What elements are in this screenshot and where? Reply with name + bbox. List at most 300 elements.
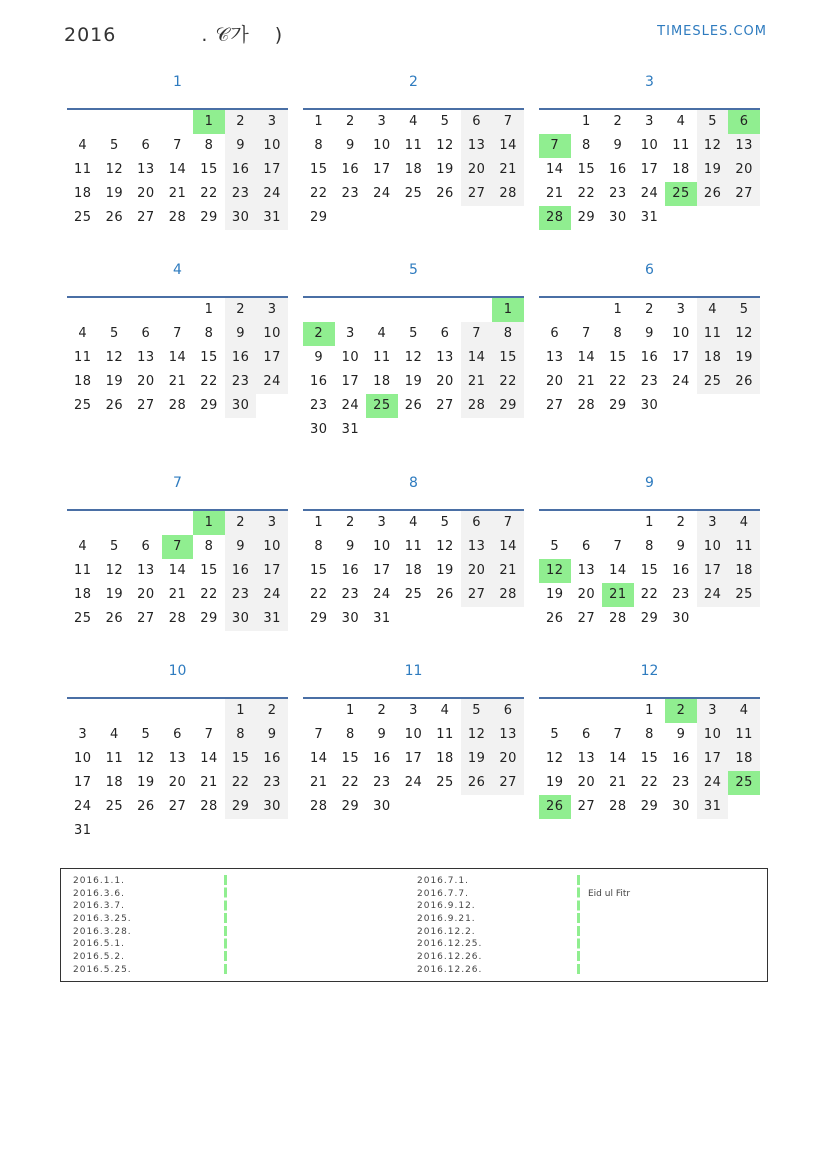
empty-cell (461, 607, 493, 631)
empty-cell (461, 298, 493, 322)
day-cell: 21 (310, 775, 328, 790)
day-cell: 28 (609, 611, 627, 626)
day-cell: 12 (404, 350, 423, 365)
day-cell: 29 (310, 611, 328, 626)
day-cell: 30 (672, 611, 690, 626)
day-cell: 11 (105, 751, 124, 766)
week-row (539, 559, 760, 583)
day-cell: 10 (697, 723, 729, 747)
week-row (67, 322, 288, 346)
day-cell: 8 (581, 138, 591, 153)
day-cell: 16 (672, 563, 690, 578)
day-cell: 12 (546, 751, 564, 766)
week-row (67, 346, 288, 370)
legend-entry: 2016.12.2. (417, 926, 476, 937)
day-cell: 31 (341, 422, 360, 437)
week-row (303, 723, 524, 747)
day-cell: 19 (404, 374, 423, 389)
day-cell: 13 (436, 350, 454, 365)
legend-entry: 2016.5.25. (73, 964, 132, 975)
day-cell: 3 (697, 511, 729, 535)
day-cell: 1 (314, 114, 324, 129)
day-cell: 14 (200, 751, 218, 766)
legend-entry (588, 926, 630, 939)
empty-cell (728, 394, 760, 418)
week-row (539, 110, 760, 134)
day-cell: 19 (697, 158, 729, 182)
empty-cell (398, 298, 430, 322)
day-cell: 1 (613, 302, 623, 317)
day-cell: 22 (640, 587, 659, 602)
day-cell: 4 (78, 326, 88, 341)
day-cell: 1 (193, 511, 225, 535)
week-row (303, 559, 524, 583)
day-cell: 10 (256, 535, 288, 559)
day-cell: 25 (728, 771, 760, 795)
day-cell: 7 (461, 322, 493, 346)
day-cell: 15 (341, 751, 360, 766)
empty-cell (99, 699, 131, 723)
day-cell: 5 (550, 539, 560, 554)
day-cell: 23 (225, 182, 257, 206)
day-cell: 26 (697, 182, 729, 206)
day-cell: 29 (200, 210, 218, 225)
day-cell: 12 (461, 723, 493, 747)
day-cell: 18 (404, 563, 423, 578)
week-row (67, 394, 288, 418)
day-cell: 2 (225, 298, 257, 322)
day-cell: 9 (225, 322, 257, 346)
day-cell: 18 (436, 751, 454, 766)
day-cell: 18 (105, 775, 124, 790)
brand-link[interactable]: TIMESLES.COM (657, 24, 767, 39)
day-cell: 13 (728, 134, 760, 158)
day-cell: 22 (310, 587, 328, 602)
empty-cell (539, 298, 571, 322)
week-row (539, 394, 760, 418)
day-cell: 13 (461, 134, 493, 158)
day-cell: 15 (640, 751, 659, 766)
day-cell: 20 (546, 374, 564, 389)
legend-entry: 2016.9.12. (417, 901, 476, 912)
day-cell: 9 (345, 138, 355, 153)
day-cell: 1 (645, 515, 654, 530)
day-cell: 4 (676, 114, 686, 129)
day-cell: 19 (436, 563, 454, 578)
empty-cell (366, 418, 398, 442)
day-cell: 30 (672, 799, 690, 814)
day-cell: 19 (137, 775, 155, 790)
day-cell: 31 (373, 611, 391, 626)
day-cell: 29 (341, 799, 360, 814)
day-cell: 14 (546, 162, 564, 177)
day-cell: 13 (137, 563, 155, 578)
day-cell: 6 (728, 110, 760, 134)
empty-cell (225, 819, 257, 843)
day-cell: 16 (341, 563, 360, 578)
day-cell: 3 (345, 326, 355, 341)
day-cell: 25 (366, 394, 398, 418)
day-cell: 29 (640, 799, 659, 814)
day-cell: 8 (204, 539, 214, 554)
day-cell: 7 (204, 727, 214, 742)
day-cell: 10 (640, 138, 659, 153)
day-cell: 13 (492, 723, 524, 747)
empty-cell (162, 511, 194, 535)
day-cell: 30 (256, 795, 288, 819)
title-subtitle: . 𝒞가 (201, 24, 250, 46)
day-cell: 8 (613, 326, 623, 341)
empty-cell (461, 206, 493, 230)
day-cell: 23 (341, 186, 360, 201)
month-grid (67, 509, 288, 631)
empty-cell (398, 418, 430, 442)
day-cell: 21 (492, 559, 524, 583)
month-grid (303, 509, 524, 631)
empty-cell (429, 298, 461, 322)
day-cell: 25 (436, 775, 454, 790)
day-cell: 7 (492, 110, 524, 134)
legend-entry: 2016.3.6. (73, 888, 125, 899)
week-row (539, 370, 760, 394)
day-cell: 25 (728, 583, 760, 607)
day-cell: 26 (461, 771, 493, 795)
day-cell: 15 (609, 350, 627, 365)
day-cell: 22 (200, 374, 218, 389)
legend-entry: 2016.9.21. (417, 914, 476, 925)
empty-cell (130, 511, 162, 535)
day-cell: 18 (74, 186, 92, 201)
day-cell: 10 (256, 322, 288, 346)
day-cell: 18 (728, 559, 760, 583)
day-cell: 10 (373, 539, 391, 554)
month-name: 7 (173, 475, 182, 491)
day-cell: 20 (137, 374, 155, 389)
day-cell: 22 (577, 186, 596, 201)
week-row (303, 322, 524, 346)
day-cell: 20 (492, 747, 524, 771)
day-cell: 8 (204, 326, 214, 341)
empty-cell (162, 110, 194, 134)
day-cell: 9 (645, 326, 654, 341)
day-cell: 19 (105, 186, 124, 201)
legend-entry (588, 951, 630, 964)
empty-cell (398, 607, 430, 631)
day-cell: 6 (461, 110, 493, 134)
day-cell: 16 (225, 559, 257, 583)
week-row (67, 771, 288, 795)
day-cell: 15 (225, 747, 257, 771)
month-grid (539, 697, 760, 819)
day-cell: 8 (645, 727, 654, 742)
legend-entry: 2016.7.1. (417, 876, 469, 886)
empty-cell (162, 699, 194, 723)
day-cell: 27 (137, 398, 155, 413)
day-cell: 8 (314, 138, 324, 153)
day-cell: 11 (404, 138, 423, 153)
empty-cell (429, 607, 461, 631)
day-cell: 12 (105, 350, 124, 365)
day-cell: 1 (193, 110, 225, 134)
day-cell: 16 (256, 747, 288, 771)
day-cell: 5 (109, 326, 119, 341)
week-row (539, 723, 760, 747)
day-cell: 26 (137, 799, 155, 814)
day-cell: 3 (377, 515, 387, 530)
day-cell: 3 (409, 703, 418, 718)
day-cell: 3 (78, 727, 88, 742)
day-cell: 5 (461, 699, 493, 723)
holiday-legend (60, 868, 768, 982)
week-row (67, 182, 288, 206)
day-cell: 16 (341, 162, 360, 177)
day-cell: 12 (539, 559, 571, 583)
day-cell: 31 (256, 607, 288, 631)
day-cell: 25 (697, 370, 729, 394)
day-cell: 14 (168, 162, 187, 177)
empty-cell (335, 298, 367, 322)
day-cell: 21 (546, 186, 564, 201)
day-cell: 19 (105, 374, 124, 389)
legend-entry: 2016.12.26. (417, 952, 483, 963)
day-cell: 14 (310, 751, 328, 766)
month-grid (67, 296, 288, 418)
day-cell: 30 (373, 799, 391, 814)
day-cell: 7 (162, 535, 194, 559)
day-cell: 3 (645, 114, 654, 129)
day-cell: 20 (461, 158, 493, 182)
day-cell: 6 (581, 539, 591, 554)
legend-entry (588, 938, 630, 951)
empty-cell (728, 206, 760, 230)
day-cell: 4 (728, 511, 760, 535)
day-cell: 11 (436, 727, 454, 742)
day-cell: 9 (613, 138, 623, 153)
day-cell: 27 (492, 771, 524, 795)
day-cell: 10 (74, 751, 92, 766)
legend-right-dates (417, 875, 482, 977)
day-cell: 2 (645, 302, 654, 317)
day-cell: 11 (728, 723, 760, 747)
day-cell: 2 (377, 703, 387, 718)
empty-cell (366, 206, 398, 230)
day-cell: 23 (609, 186, 627, 201)
week-row (303, 158, 524, 182)
day-cell: 2 (665, 699, 697, 723)
week-row (67, 607, 288, 631)
empty-cell (492, 795, 524, 819)
week-row (67, 206, 288, 230)
day-cell: 23 (225, 370, 257, 394)
day-cell: 21 (168, 587, 187, 602)
day-cell: 28 (200, 799, 218, 814)
day-cell: 20 (577, 775, 596, 790)
day-cell: 5 (440, 114, 450, 129)
day-cell: 17 (341, 374, 360, 389)
legend-left-dates (73, 875, 132, 977)
day-cell: 19 (436, 162, 454, 177)
week-row (303, 511, 524, 535)
week-row (539, 298, 760, 322)
week-row (539, 346, 760, 370)
day-cell: 16 (373, 751, 391, 766)
day-cell: 16 (225, 158, 257, 182)
title-close-paren: ) (274, 24, 284, 46)
day-cell: 29 (609, 398, 627, 413)
legend-entry: 2016.12.25. (417, 939, 483, 950)
empty-cell (602, 699, 634, 723)
legend-entry (588, 900, 630, 913)
day-cell: 7 (539, 134, 571, 158)
day-cell: 28 (310, 799, 328, 814)
day-cell: 16 (225, 346, 257, 370)
empty-cell (492, 418, 524, 442)
week-row (67, 370, 288, 394)
day-cell: 21 (609, 775, 627, 790)
day-cell: 5 (440, 515, 450, 530)
day-cell: 17 (697, 559, 729, 583)
month-name: 5 (409, 262, 418, 278)
day-cell: 20 (137, 587, 155, 602)
day-cell: 23 (672, 775, 690, 790)
day-cell: 18 (74, 374, 92, 389)
day-cell: 17 (697, 747, 729, 771)
day-cell: 12 (105, 162, 124, 177)
day-cell: 29 (640, 611, 659, 626)
day-cell: 29 (200, 398, 218, 413)
day-cell: 8 (345, 727, 355, 742)
day-cell: 13 (168, 751, 187, 766)
empty-cell (539, 511, 571, 535)
empty-cell (461, 418, 493, 442)
month-grid (539, 296, 760, 418)
day-cell: 30 (225, 394, 257, 418)
day-cell: 30 (225, 206, 257, 230)
day-cell: 31 (256, 206, 288, 230)
empty-cell (665, 206, 697, 230)
day-cell: 26 (436, 587, 454, 602)
day-cell: 11 (74, 350, 92, 365)
empty-cell (571, 699, 603, 723)
day-cell: 22 (225, 771, 257, 795)
day-cell: 18 (373, 374, 391, 389)
day-cell: 21 (200, 775, 218, 790)
empty-cell (99, 110, 131, 134)
day-cell: 25 (404, 587, 423, 602)
day-cell: 15 (200, 350, 218, 365)
day-cell: 11 (672, 138, 690, 153)
week-row (67, 134, 288, 158)
day-cell: 13 (577, 563, 596, 578)
day-cell: 23 (672, 587, 690, 602)
day-cell: 10 (672, 326, 690, 341)
empty-cell (728, 607, 760, 631)
page-title (64, 20, 283, 47)
day-cell: 27 (168, 799, 187, 814)
day-cell: 15 (640, 563, 659, 578)
week-row (539, 182, 760, 206)
day-cell: 1 (204, 302, 214, 317)
day-cell: 14 (609, 563, 627, 578)
week-row (539, 583, 760, 607)
day-cell: 19 (105, 587, 124, 602)
week-row (67, 795, 288, 819)
empty-cell (99, 511, 131, 535)
day-cell: 16 (640, 350, 659, 365)
day-cell: 24 (256, 583, 288, 607)
day-cell: 26 (105, 611, 124, 626)
day-cell: 23 (256, 771, 288, 795)
day-cell: 8 (204, 138, 214, 153)
empty-cell (67, 298, 99, 322)
week-row (67, 158, 288, 182)
week-row (303, 394, 524, 418)
empty-cell (193, 699, 225, 723)
day-cell: 22 (200, 186, 218, 201)
day-cell: 16 (310, 374, 328, 389)
day-cell: 5 (109, 138, 119, 153)
day-cell: 18 (697, 346, 729, 370)
day-cell: 28 (609, 799, 627, 814)
week-row (539, 535, 760, 559)
day-cell: 20 (137, 186, 155, 201)
day-cell: 2 (676, 515, 686, 530)
day-cell: 19 (461, 747, 493, 771)
day-cell: 15 (200, 563, 218, 578)
week-row (303, 771, 524, 795)
day-cell: 31 (697, 795, 729, 819)
day-cell: 28 (492, 182, 524, 206)
day-cell: 27 (577, 611, 596, 626)
legend-entry (588, 913, 630, 926)
month-name: 9 (645, 475, 654, 491)
month-name: 2 (409, 74, 418, 90)
day-cell: 2 (225, 110, 257, 134)
legend-entry: 2016.3.7. (73, 901, 125, 912)
week-row (67, 747, 288, 771)
week-row (303, 182, 524, 206)
day-cell: 26 (404, 398, 423, 413)
week-row (67, 699, 288, 723)
day-cell: 28 (539, 206, 571, 230)
day-cell: 22 (341, 775, 360, 790)
day-cell: 14 (492, 535, 524, 559)
week-row (303, 418, 524, 442)
empty-cell (461, 795, 493, 819)
day-cell: 7 (613, 539, 623, 554)
week-row (303, 370, 524, 394)
day-cell: 14 (461, 346, 493, 370)
day-cell: 24 (341, 398, 360, 413)
day-cell: 9 (377, 727, 387, 742)
day-cell: 27 (546, 398, 564, 413)
day-cell: 29 (577, 210, 596, 225)
month-name: 3 (645, 74, 654, 90)
day-cell: 1 (645, 703, 654, 718)
week-row (303, 535, 524, 559)
day-cell: 25 (74, 611, 92, 626)
day-cell: 17 (640, 162, 659, 177)
day-cell: 11 (404, 539, 423, 554)
day-cell: 13 (546, 350, 564, 365)
day-cell: 11 (697, 322, 729, 346)
day-cell: 14 (168, 563, 187, 578)
week-row (539, 158, 760, 182)
month-name: 11 (404, 663, 423, 679)
day-cell: 5 (141, 727, 151, 742)
legend-entry: 2016.3.28. (73, 926, 132, 937)
day-cell: 1 (581, 114, 591, 129)
